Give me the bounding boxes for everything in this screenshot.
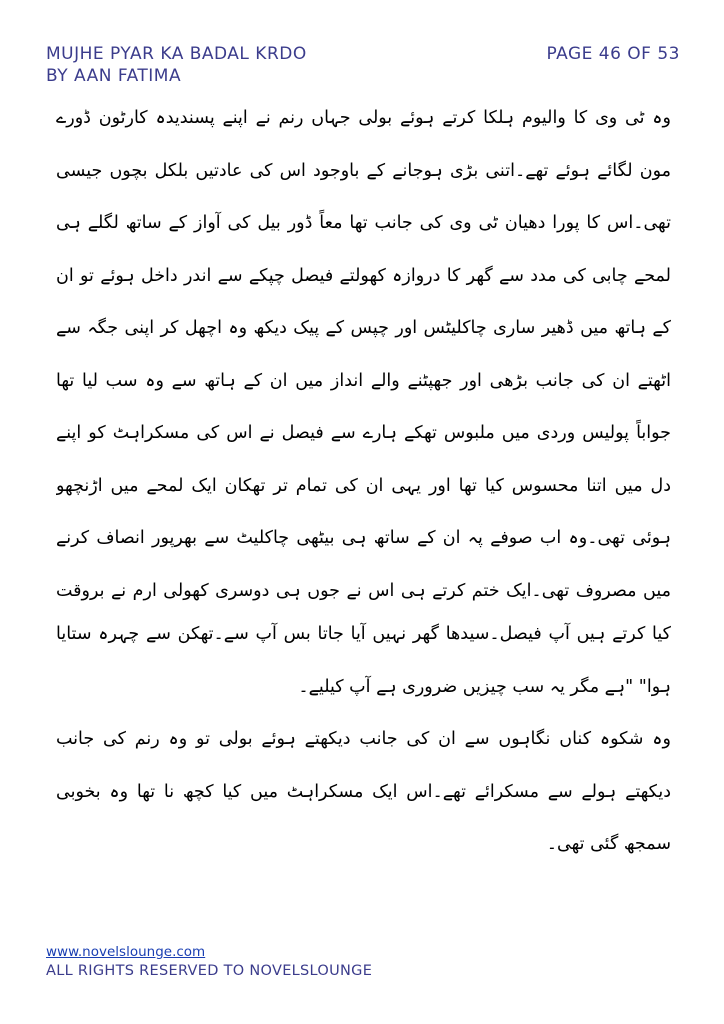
paragraph-3: وہ شکوہ کناں نگاہوں سے ان کی جانب دیکھتے ہوئے بولی تو وہ رنم کی جانب دیکھتے ہولے سے مسکرائے تھے۔اس ایک مسکراہٹ میں کیا کچھ نا تھا وہ بخوبی سمجھ گئی تھی۔ [56,729,671,854]
author-name: BY AAN FATIMA [46,66,182,86]
novel-title: MUJHE PYAR KA BADAL KRDO [46,44,307,64]
page-number: PAGE 46 OF 53 [546,44,680,64]
website-link[interactable]: www.novelslounge.com [46,944,206,960]
paragraph-2: کیا کرتے ہیں آپ فیصل۔سیدھا گھر نہیں آیا جاتا بس آپ سے۔تھکن سے چہرہ ستایا ہوا" "ہے مگر یہ سب چیزیں ضروری ہے آپ کیلیے۔ [56,624,671,697]
copyright-notice: ALL RIGHTS RESERVED TO NOVELSLOUNGE [46,963,373,979]
story-body [56,92,671,871]
paragraph-1: وہ ٹی وی کا والیوم ہلکا کرتے ہوئے بولی جہاں رنم نے اپنے پسندیدہ کارٹون ڈورے مون لگائے ہوئے تھے۔اتنی بڑی ہوجانے کے باوجود اس کی عادتیں بلکل بچوں جیسی تھی۔اس کا پورا دھیان ٹی وی کی جانب تھا معاً ڈور بیل کی آواز کے ساتھ لگلے ہی لمحے چابی کی مدد سے گھر کا دروازہ کھولتے فیصل چپکے سے اندر داخل ہوئے تو ان کے ہاتھ میں ڈھیر ساری چاکلیٹس اور چپس کے پیک دیکھ وہ اچھل کر اپنی جگہ سے اٹھتے ان کی جانب بڑھی اور جھپٹنے والے انداز میں ان کے ہاتھ سے وہ سب لیا تھا جواباً پولیس وردی میں ملبوس تھکے ہارے سے فیصل نے اس کی مسکراہٹ کو اپنے دل میں اتنا محسوس کیا تھا اور یہی ان کی تمام تر تھکان ایک لمحے میں اڑنچھو ہوئی تھی۔وہ اب صوفے پہ ان کے ساتھ ہی بیٹھی چاکلیٹ سے بھرپور انصاف کرنے میں مصروف تھی۔ایک ختم کرتے ہی اس نے جوں ہی دوسری کھولی ارم نے بروقت [56,108,671,601]
